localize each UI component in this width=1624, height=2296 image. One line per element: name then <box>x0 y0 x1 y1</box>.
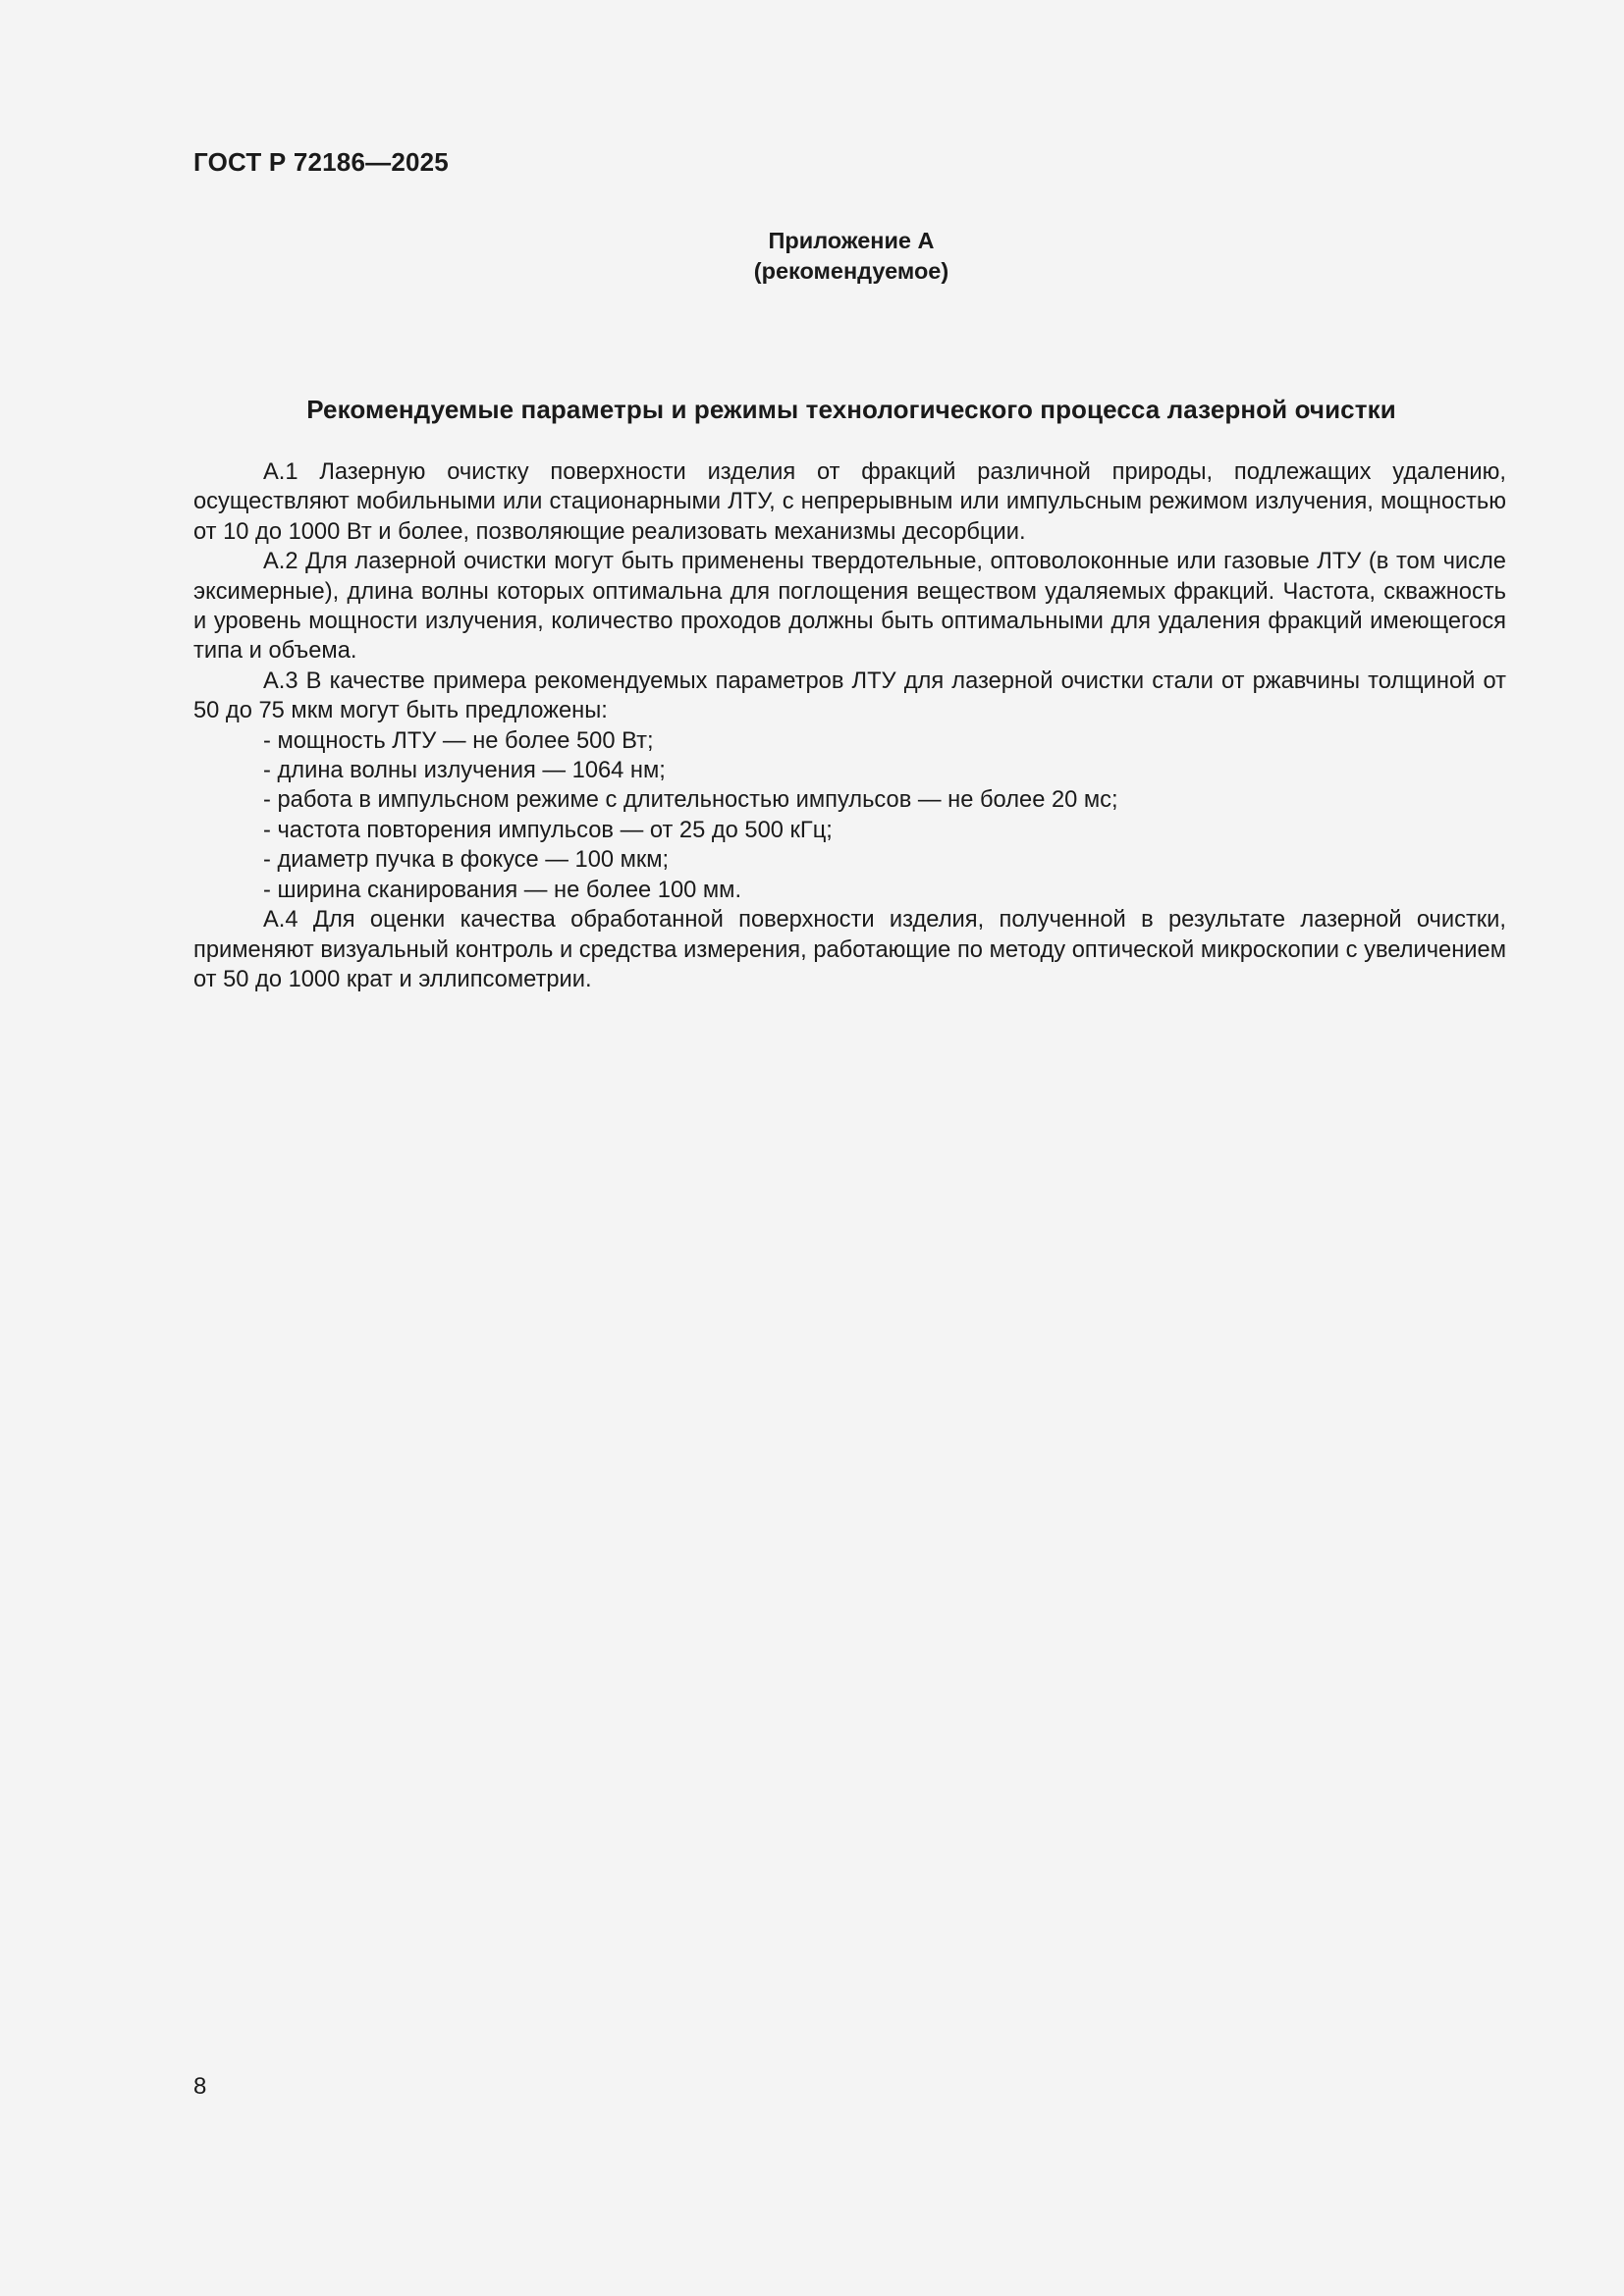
paragraph-a2: А.2 Для лазерной очистки могут быть применены твердотельные, оптоволоконные или газовые ЛТУ (в том числе эксимерные), длина волны которых оптимальна для поглощения веществом удаляемых фракций. Частота, скважность и уровень мощности излучения, количество проходов должны быть оптимальными для удаления фракций имеющегося типа и объема. <box>193 549 1506 665</box>
list-item: - диаметр пучка в фокусе — 100 мкм; <box>263 847 670 874</box>
page-number: 8 <box>193 2073 207 2100</box>
list-item: - мощность ЛТУ — не более 500 Вт; <box>263 727 654 754</box>
list-item: - частота повторения импульсов — от 25 до 500 кГц; <box>263 817 833 843</box>
paragraph-a1: А.1 Лазерную очистку поверхности изделия от фракций различной природы, подлежащих удалению, осуществляют мобильными или стационарными ЛТУ, с непрерывным или импульсным режимом излучения, мощностью от 10 до 1000 Вт и более, позволяющие реализовать механизмы десорбции. <box>193 459 1506 545</box>
list-item: - ширина сканирования — не более 100 мм. <box>263 877 742 903</box>
body-text <box>193 457 1506 994</box>
appendix-status: (рекомендуемое) <box>753 258 949 284</box>
paragraph-a4: А.4 Для оценки качества обработанной поверхности изделия, полученной в результате лазерной очистки, применяют визуальный контроль и средства измерения, работающие по методу оптической микроскопии с увеличением от 50 до 1000 крат и эллипсометрии. <box>193 907 1506 992</box>
appendix-title: Приложение А <box>768 228 935 253</box>
document-code-header: ГОСТ Р 72186—2025 <box>193 147 449 177</box>
list-item: - длина волны излучения — 1064 нм; <box>263 758 666 784</box>
section-title: Рекомендуемые параметры и режимы технологического процесса лазерной очистки <box>306 395 1396 424</box>
parameters-list <box>193 726 1506 905</box>
paragraph-a3: А.3 В качестве примера рекомендуемых параметров ЛТУ для лазерной очистки стали от ржавчины толщиной от 50 до 75 мкм могут быть предложены: <box>193 667 1506 724</box>
list-item: - работа в импульсном режиме с длительностью импульсов — не более 20 мс; <box>263 787 1118 814</box>
